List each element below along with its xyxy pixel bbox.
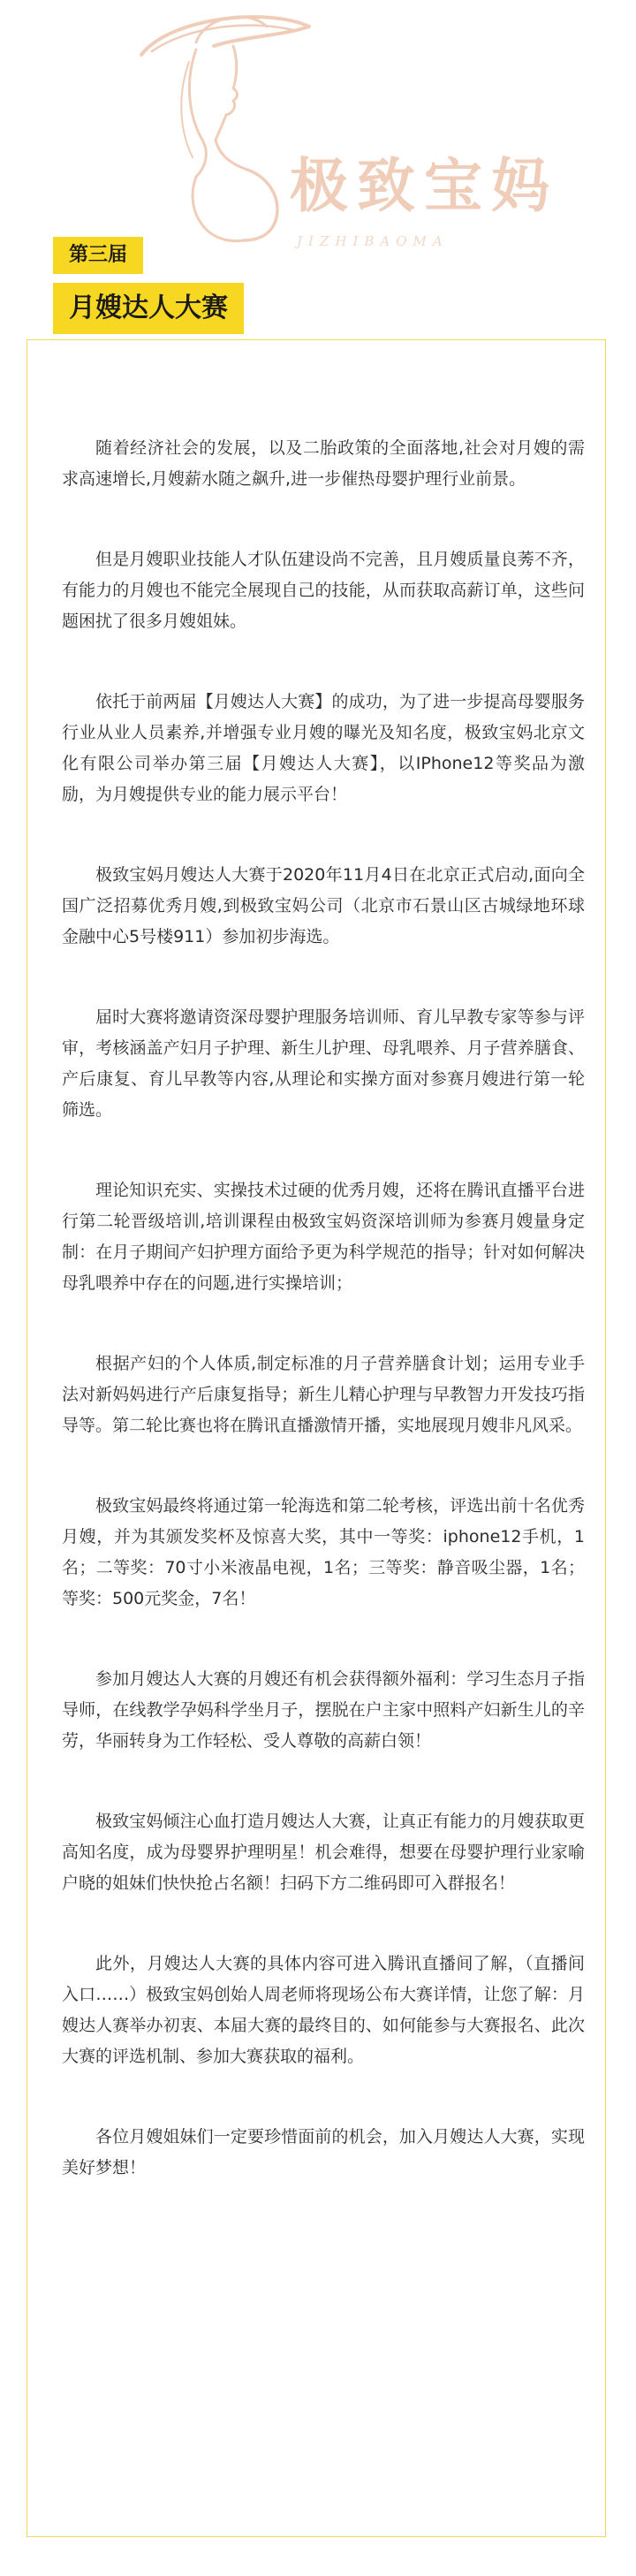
paragraph-intro: 随着经济社会的发展，以及二胎政策的全面落地,社会对月嫂的需求高速增长,月嫂薪水随之飙升,进一步催热母婴护理行业前景。	[62, 438, 585, 489]
paragraph-launch: 极致宝妈月嫂达人大赛于2020年11月4日在北京正式启动,面向全国广泛招募优秀月嫂,到极致宝妈公司（北京市石景山区古城绿地环球金融中心5号楼911）参加初步海选。	[62, 865, 585, 946]
paragraph-second-round-cont: 根据产妇的个人体质,制定标准的月子营养膳食计划；运用专业手法对新妈妈进行产后康复指导；新生儿精心护理与早教智力开发技巧指导等。第二轮比赛也将在腾讯直播激情开播，实地展现月嫂非凡风采。	[62, 1354, 585, 1435]
paragraph-second-round: 理论知识充实、实操技术过硬的优秀月嫂，还将在腾讯直播平台进行第二轮晋级培训,培训课程由极致宝妈资深培训师为参赛月嫂量身定制：在月子期间产妇护理方面给予更为科学规范的指导；针对如何解决母乳喂养中存在的问题,进行实操培训；	[62, 1181, 585, 1293]
paragraph-livestream: 此外，月嫂达人大赛的具体内容可进入腾讯直播间了解，（直播间入口……）极致宝妈创始人周老师将现场公布大赛详情，让您了解：月嫂达人赛举办初衷、本届大赛的最终目的、如何能参与大赛报名、此次大赛的评选机制、参加大赛获取的福利。	[62, 1954, 585, 2066]
brand-name: 极致宝妈	[290, 152, 558, 220]
paragraph-closing: 各位月嫂姐妹们一定要珍惜面前的机会，加入月嫂达人大赛，实现美好梦想！	[62, 2127, 585, 2177]
paragraph-problem: 但是月嫂职业技能人才队伍建设尚不完善，且月嫂质量良莠不齐，有能力的月嫂也不能完全展现自己的技能，从而获取高薪订单，这些问题困扰了很多月嫂姐妹。	[62, 550, 585, 631]
woman-silhouette-logo-icon	[134, 0, 311, 243]
paragraph-signup: 极致宝妈倾注心血打造月嫂达人大赛，让真正有能力的月嫂获取更高知名度，成为母婴界护理明星！机会难得，想要在母婴护理行业家喻户晓的姐妹们快快抢占名额！扫码下方二维码即可入群报名！	[62, 1812, 585, 1893]
article-body	[62, 433, 585, 2233]
header	[0, 0, 636, 336]
paragraph-background: 依托于前两届【月嫂达人大赛】的成功，为了进一步提高母婴服务行业从业人员素养,并增强专业月嫂的曝光及知名度，极致宝妈北京文化有限公司举办第三届【月嫂达人大赛】，以IPhone12等奖品为激励，为月嫂提供专业的能力展示平台！	[62, 692, 585, 804]
event-title-tag: 月嫂达人大赛	[53, 283, 244, 334]
session-tag: 第三届	[53, 237, 143, 274]
paragraph-first-round: 届时大赛将邀请资深母婴护理服务培训师、育儿早教专家等参与评审，考核涵盖产妇月子护理、新生儿护理、母乳喂养、月子营养膳食、产后康复、育儿早教等内容,从理论和实操方面对参赛月嫂进行第一轮筛选。	[62, 1007, 585, 1120]
brand-pinyin: JIZHIBAOMA	[297, 233, 449, 249]
paragraph-benefits: 参加月嫂达人大赛的月嫂还有机会获得额外福利：学习生态月子指导师，在线教学孕妈科学坐月子，摆脱在户主家中照料产妇新生儿的辛劳，华丽转身为工作轻松、受人尊敬的高薪白领！	[62, 1669, 585, 1751]
paragraph-prizes: 极致宝妈最终将通过第一轮海选和第二轮考核，评选出前十名优秀月嫂，并为其颁发奖杯及惊喜大奖，其中一等奖：iphone12手机，1名；二等奖：70寸小米液晶电视，1名；三等奖：静音吸尘器，1名；等奖：500元奖金，7名！	[62, 1496, 585, 1608]
